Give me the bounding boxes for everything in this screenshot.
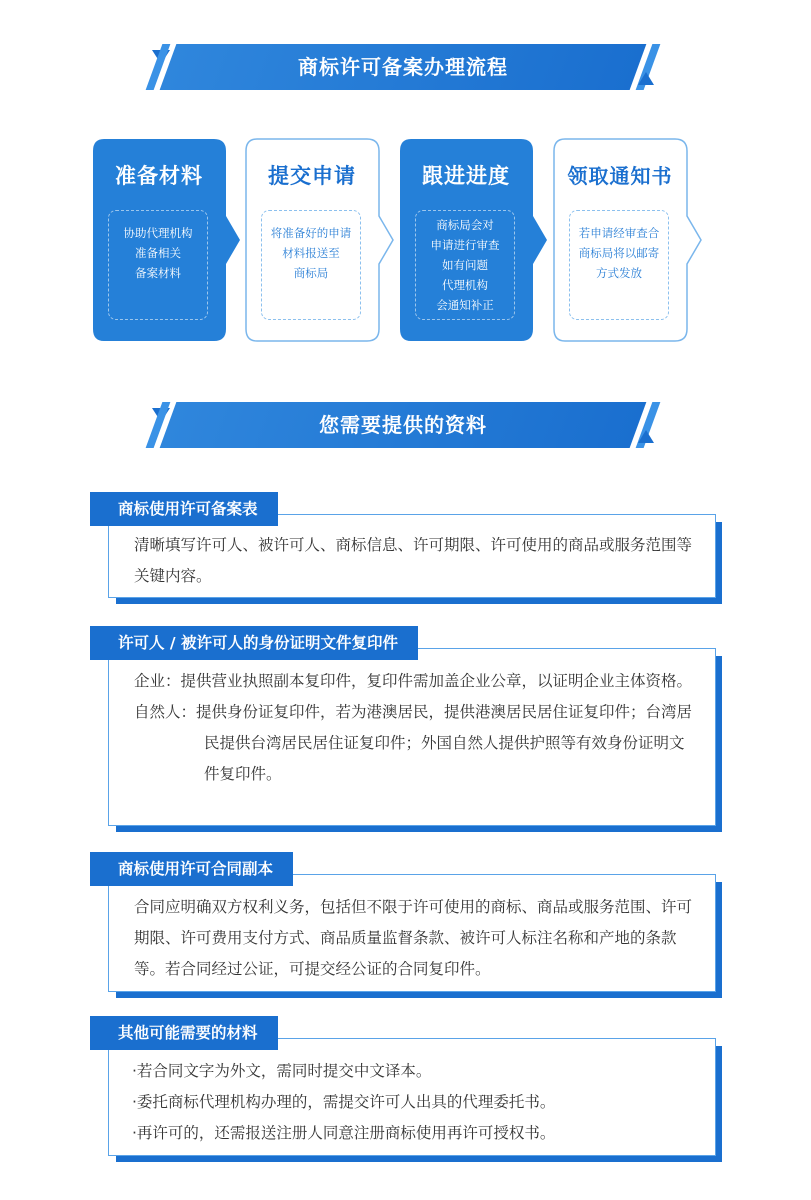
- step-description: [415, 210, 515, 320]
- step-description: [261, 210, 361, 320]
- card-label: 商标使用许可合同副本: [90, 852, 293, 886]
- banner-triangle-right: [638, 72, 654, 85]
- step-title: 领取通知书: [567, 164, 673, 188]
- step-line: 代理机构: [442, 278, 488, 292]
- card-license-contract: [90, 852, 722, 992]
- list-item: ·再许可的，还需报送注册人同意注册商标使用再许可授权书。: [132, 1124, 556, 1142]
- card-identity-docs: [90, 626, 722, 826]
- process-banner: [150, 44, 660, 106]
- card-list: [132, 1056, 694, 1149]
- card-label: 许可人 / 被许可人的身份证明文件复印件: [90, 626, 418, 660]
- step-line: 如有问题: [442, 258, 488, 272]
- card-text: 清晰填写许可人、被许可人、商标信息、许可期限、许可使用的商品或服务范围等关键内容。: [134, 536, 693, 585]
- materials-banner: [150, 402, 660, 464]
- step-line: 若申请经审查合: [578, 226, 660, 240]
- person-requirement: 自然人：提供身份证复印件，若为港澳居民，提供港澳居民居住证复印件；台湾居民提供台湾居民居住证复印件；外国自然人提供护照等有效身份证明文件复印件。: [134, 703, 693, 783]
- step-prepare: [92, 138, 240, 342]
- step-line: 会通知补正: [436, 298, 494, 312]
- process-title: 商标许可备案办理流程: [298, 55, 508, 79]
- card-text: 合同应明确双方权利义务，包括但不限于许可使用的商标、商品或服务范围、许可期限、许可费用支付方式、商品质量监督条款、被许可人标注名称和产地的条款等。若合同经过公证，可提交经公证的合同复印件。: [134, 898, 693, 978]
- list-item: ·委托商标代理机构办理的，需提交许可人出具的代理委托书。: [132, 1093, 556, 1111]
- banner-triangle-right: [638, 430, 654, 443]
- step-title: 跟进进度: [422, 164, 510, 188]
- step-line: 申请进行审查: [430, 238, 500, 252]
- step-receive-notice: [553, 138, 701, 342]
- materials-title: 您需要提供的资料: [319, 413, 487, 437]
- list-item: ·若合同文字为外文，需同时提交中文译本。: [132, 1062, 432, 1080]
- step-line: 准备相关: [135, 246, 181, 260]
- step-line: 方式发放: [596, 266, 642, 280]
- step-line: 商标局会对: [436, 218, 494, 232]
- step-title: 提交申请: [268, 164, 356, 188]
- step-line: 将准备好的申请: [270, 226, 352, 240]
- card-other-materials: [90, 1016, 722, 1156]
- step-line: 商标局将以邮寄: [578, 246, 660, 260]
- card-license-form: [90, 492, 722, 598]
- enterprise-requirement: 企业：提供营业执照副本复印件，复印件需加盖企业公章，以证明企业主体资格。: [134, 672, 693, 690]
- card-text: [134, 666, 694, 790]
- step-line: 商标局: [293, 266, 329, 280]
- step-follow-up: [399, 138, 547, 342]
- step-line: 材料报送至: [282, 246, 340, 260]
- step-title: 准备材料: [115, 164, 203, 188]
- step-line: 备案材料: [135, 266, 181, 280]
- card-label: 其他可能需要的材料: [90, 1016, 278, 1050]
- card-label: 商标使用许可备案表: [90, 492, 278, 526]
- step-submit: [245, 138, 393, 342]
- step-description: [108, 210, 208, 320]
- step-description: [569, 210, 669, 320]
- step-line: 协助代理机构: [123, 226, 193, 240]
